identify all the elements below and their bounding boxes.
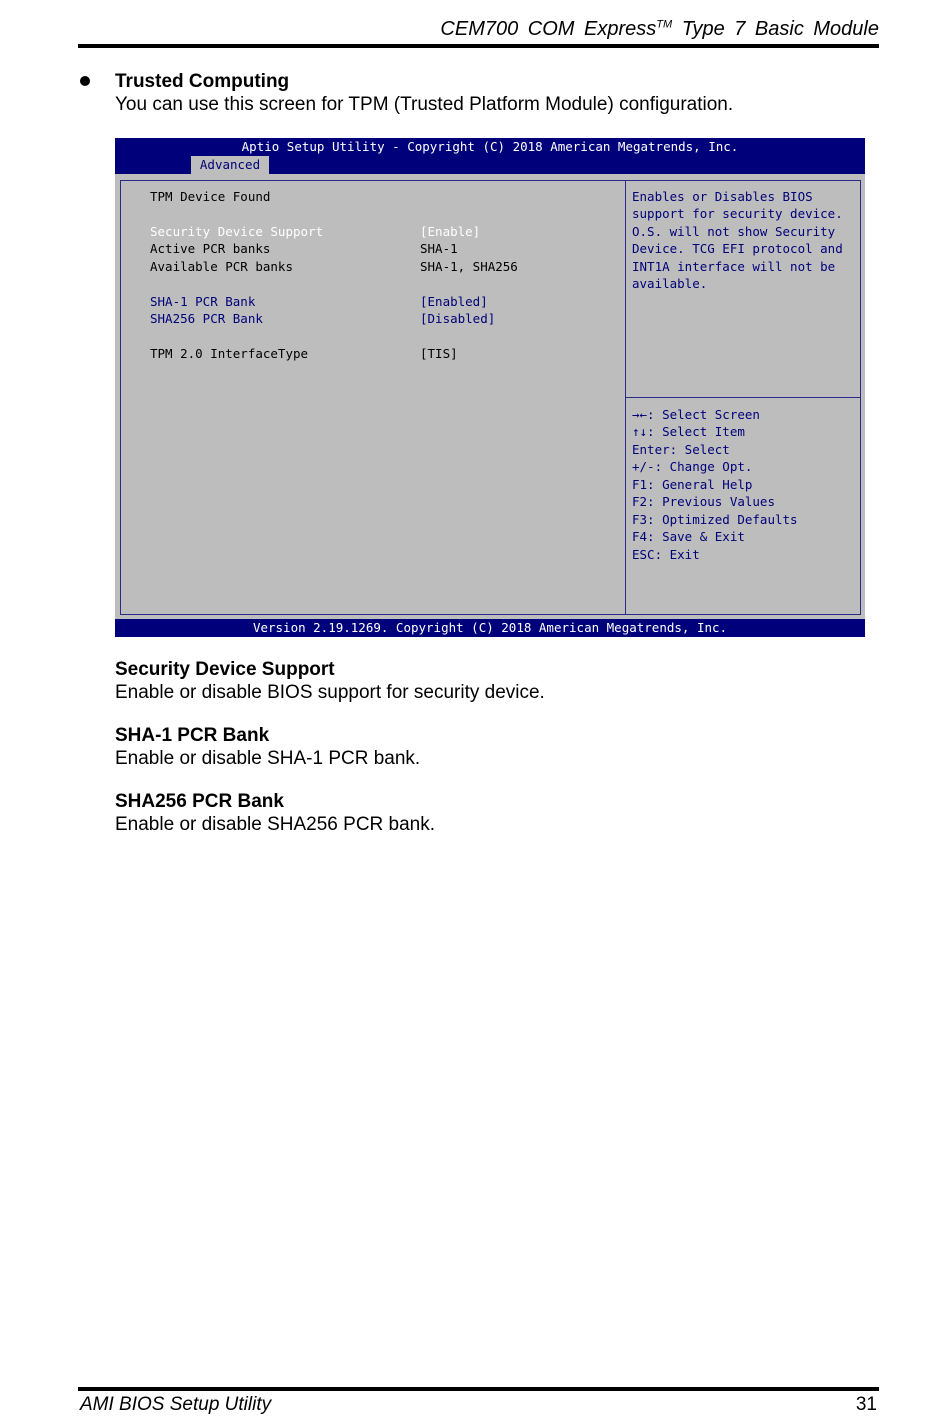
help-divider (626, 397, 860, 398)
bios-settings-panel (120, 180, 626, 615)
bios-version-bar (115, 619, 865, 637)
tpm-interface-type-label: TPM 2.0 InterfaceType (150, 346, 309, 361)
key-hint-select-screen: →←: Select Screen (632, 407, 760, 422)
active-pcr-banks-value: SHA-1 (420, 241, 458, 256)
header-title: CEM700 COM Express (440, 18, 657, 40)
option-title-sha256-pcr-bank: SHA256 PCR Bank (115, 791, 284, 812)
bullet-icon (80, 76, 90, 86)
bios-help-panel (625, 180, 861, 615)
page-header (78, 18, 879, 41)
help-text-line: support for security device. (632, 206, 843, 221)
option-text-sha1-pcr-bank: Enable or disable SHA-1 PCR bank. (115, 748, 421, 769)
bios-title-bar (115, 138, 865, 174)
page-number: 31 (855, 1394, 877, 1415)
footer-chapter-title: AMI BIOS Setup Utility (80, 1394, 272, 1415)
bios-title: Aptio Setup Utility - Copyright (C) 2018 American Megatrends, Inc. (241, 139, 739, 154)
header-title-suffix: Type 7 Basic Module (672, 18, 879, 40)
footer-rule (78, 1387, 879, 1391)
help-text-line: available. (632, 276, 708, 291)
option-text-sha256-pcr-bank: Enable or disable SHA256 PCR bank. (115, 814, 436, 835)
help-text-line: INT1A interface will not be (632, 259, 836, 274)
section-description: You can use this screen for TPM (Trusted Platform Module) configuration. (115, 94, 734, 115)
key-hint-change-opt: +/-: Change Opt. (632, 459, 753, 474)
bios-screenshot (115, 138, 865, 637)
sha1-pcr-bank-value[interactable]: [Enabled] (420, 294, 488, 309)
bios-version: Version 2.19.1269. Copyright (C) 2018 American Megatrends, Inc. (252, 620, 728, 635)
available-pcr-banks-value: SHA-1, SHA256 (420, 259, 518, 274)
key-hint-enter: Enter: Select (632, 442, 730, 457)
security-device-support-value[interactable]: [Enable] (420, 224, 481, 239)
key-hint-esc: ESC: Exit (632, 547, 700, 562)
tpm-device-found-heading: TPM Device Found (150, 189, 271, 204)
option-title-sha1-pcr-bank: SHA-1 PCR Bank (115, 725, 270, 746)
sha1-pcr-bank-label[interactable]: SHA-1 PCR Bank (150, 294, 256, 309)
key-hint-f4: F4: Save & Exit (632, 529, 745, 544)
option-title-security-device-support: Security Device Support (115, 659, 335, 680)
help-text-line: O.S. will not show Security (632, 224, 836, 239)
sha256-pcr-bank-value[interactable]: [Disabled] (420, 311, 496, 326)
help-text-line: Enables or Disables BIOS (632, 189, 813, 204)
key-hint-select-item: ↑↓: Select Item (632, 424, 745, 439)
key-hint-f3: F3: Optimized Defaults (632, 512, 798, 527)
tpm-interface-type-value: [TIS] (420, 346, 458, 361)
active-pcr-banks-label: Active PCR banks (150, 241, 271, 256)
key-hint-f1: F1: General Help (632, 477, 753, 492)
security-device-support-label[interactable]: Security Device Support (150, 224, 324, 239)
available-pcr-banks-label: Available PCR banks (150, 259, 293, 274)
sha256-pcr-bank-label[interactable]: SHA256 PCR Bank (150, 311, 263, 326)
key-hint-f2: F2: Previous Values (632, 494, 775, 509)
section-title: Trusted Computing (115, 71, 290, 92)
tab-advanced[interactable]: Advanced (191, 156, 269, 174)
header-rule (78, 44, 879, 48)
option-text-security-device-support: Enable or disable BIOS support for security device. (115, 682, 545, 703)
help-text-line: Device. TCG EFI protocol and (632, 241, 843, 256)
trademark-mark: TM (656, 18, 673, 31)
